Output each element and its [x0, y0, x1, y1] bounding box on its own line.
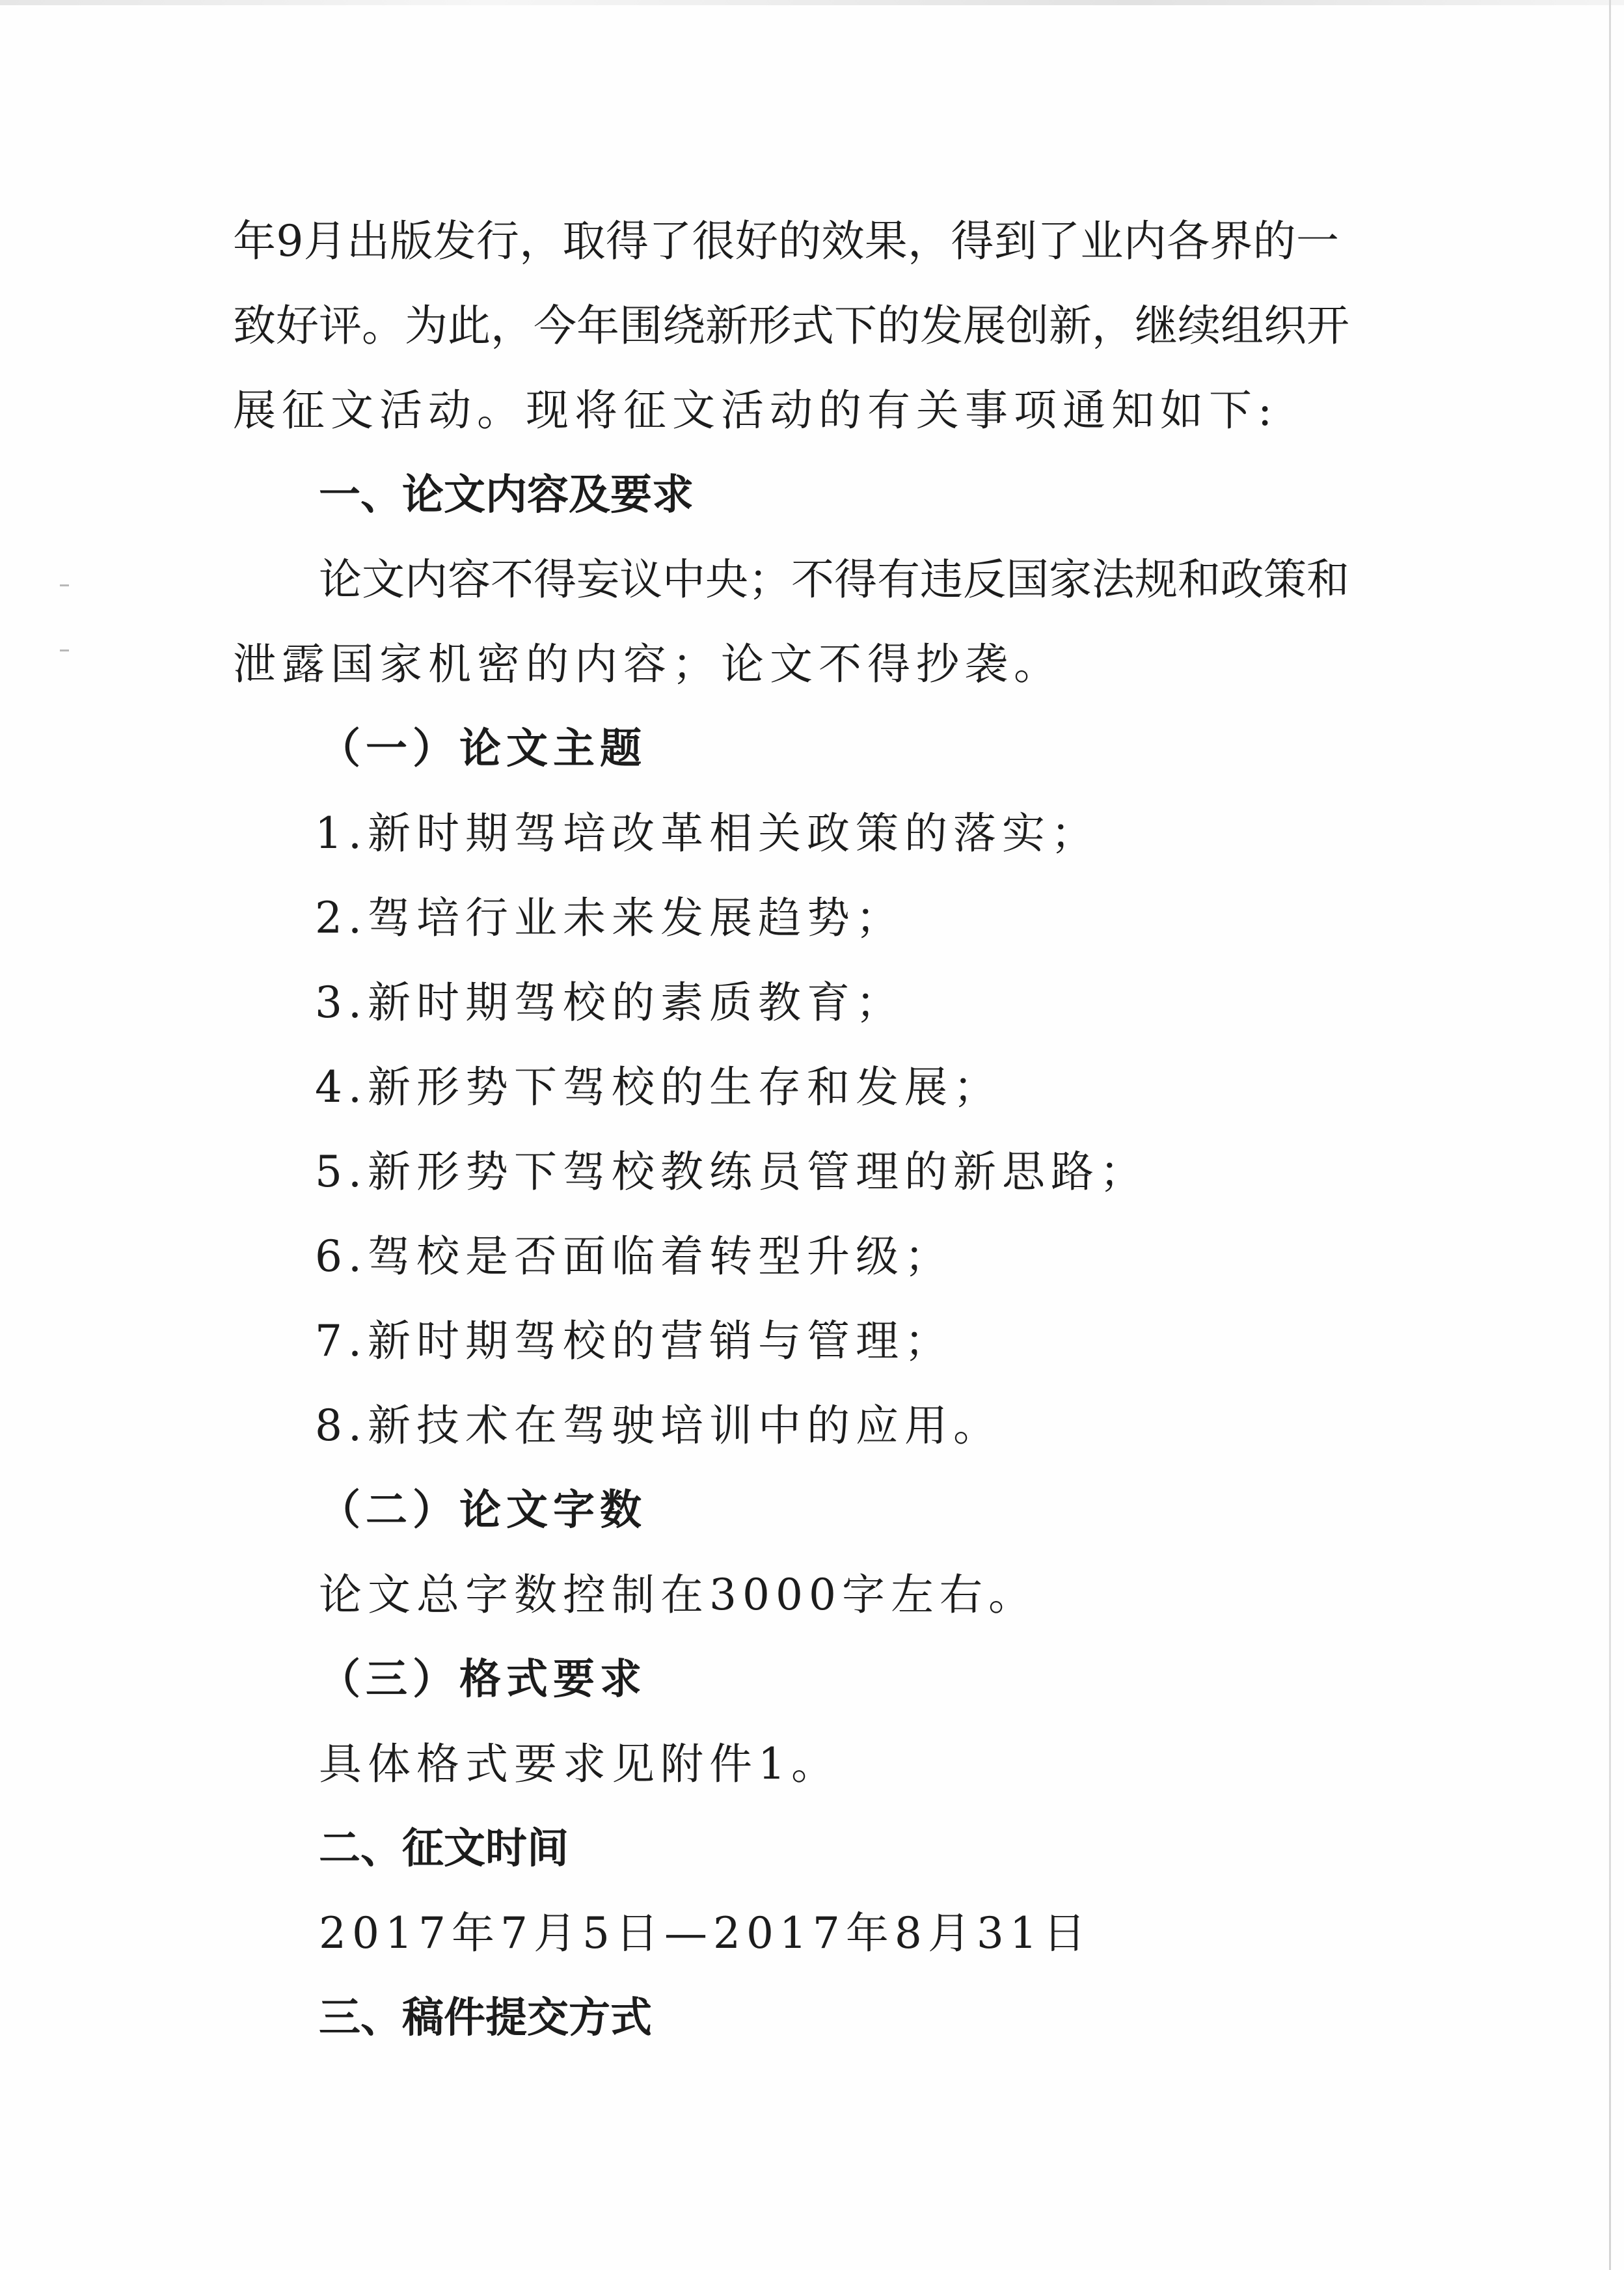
theme-item-2: 2.驾培行业未来发展趋势；	[315, 893, 904, 943]
section-heading-content-requirements: 一、论文内容及要求	[319, 471, 694, 519]
theme-item-8: 8.新技术在驾驶培训中的应用。	[315, 1401, 1002, 1451]
theme-item-4: 4.新形势下驾校的生存和发展；	[315, 1062, 1002, 1112]
format-text: 具体格式要求见附件1。	[319, 1739, 840, 1789]
scan-speck	[60, 584, 69, 586]
submission-period-text: 2017年7月5日—2017年8月31日	[319, 1908, 1092, 1958]
subheading-themes: （一）论文主题	[319, 724, 647, 773]
theme-item-5: 5.新形势下驾校教练员管理的新思路；	[315, 1147, 1148, 1197]
scan-speck	[60, 650, 69, 651]
theme-item-6: 6.驾校是否面临着转型升级；	[315, 1231, 953, 1281]
scan-top-edge	[0, 0, 1624, 5]
word-count-text: 论文总字数控制在3000字左右。	[319, 1570, 1037, 1620]
theme-item-1: 1.新时期驾培改革相关政策的落实；	[315, 808, 1100, 858]
intro-line-1: 年9月出版发行，取得了很好的效果，得到了业内各界的一	[233, 216, 1339, 266]
intro-line-3: 展征文活动。现将征文活动的有关事项通知如下:	[233, 385, 1279, 435]
section-heading-submission-method: 三、稿件提交方式	[319, 1994, 652, 2042]
section1-paragraph-line-2: 泄露国家机密的内容；论文不得抄袭。	[233, 639, 1062, 689]
subheading-word-count: （二）论文字数	[319, 1486, 647, 1535]
theme-item-3: 3.新时期驾校的素质教育；	[315, 978, 904, 1028]
section1-paragraph-line-1: 论文内容不得妄议中央；不得有违反国家法规和政策和	[319, 554, 1349, 605]
intro-line-2: 致好评。为此，今年围绕新形式下的发展创新，继续组织开	[233, 301, 1349, 351]
section-heading-submission-period: 二、征文时间	[319, 1825, 569, 1873]
theme-item-7: 7.新时期驾校的营销与管理；	[315, 1316, 953, 1366]
scan-right-edge	[1609, 0, 1611, 2270]
subheading-format: （三）格式要求	[319, 1655, 647, 1704]
